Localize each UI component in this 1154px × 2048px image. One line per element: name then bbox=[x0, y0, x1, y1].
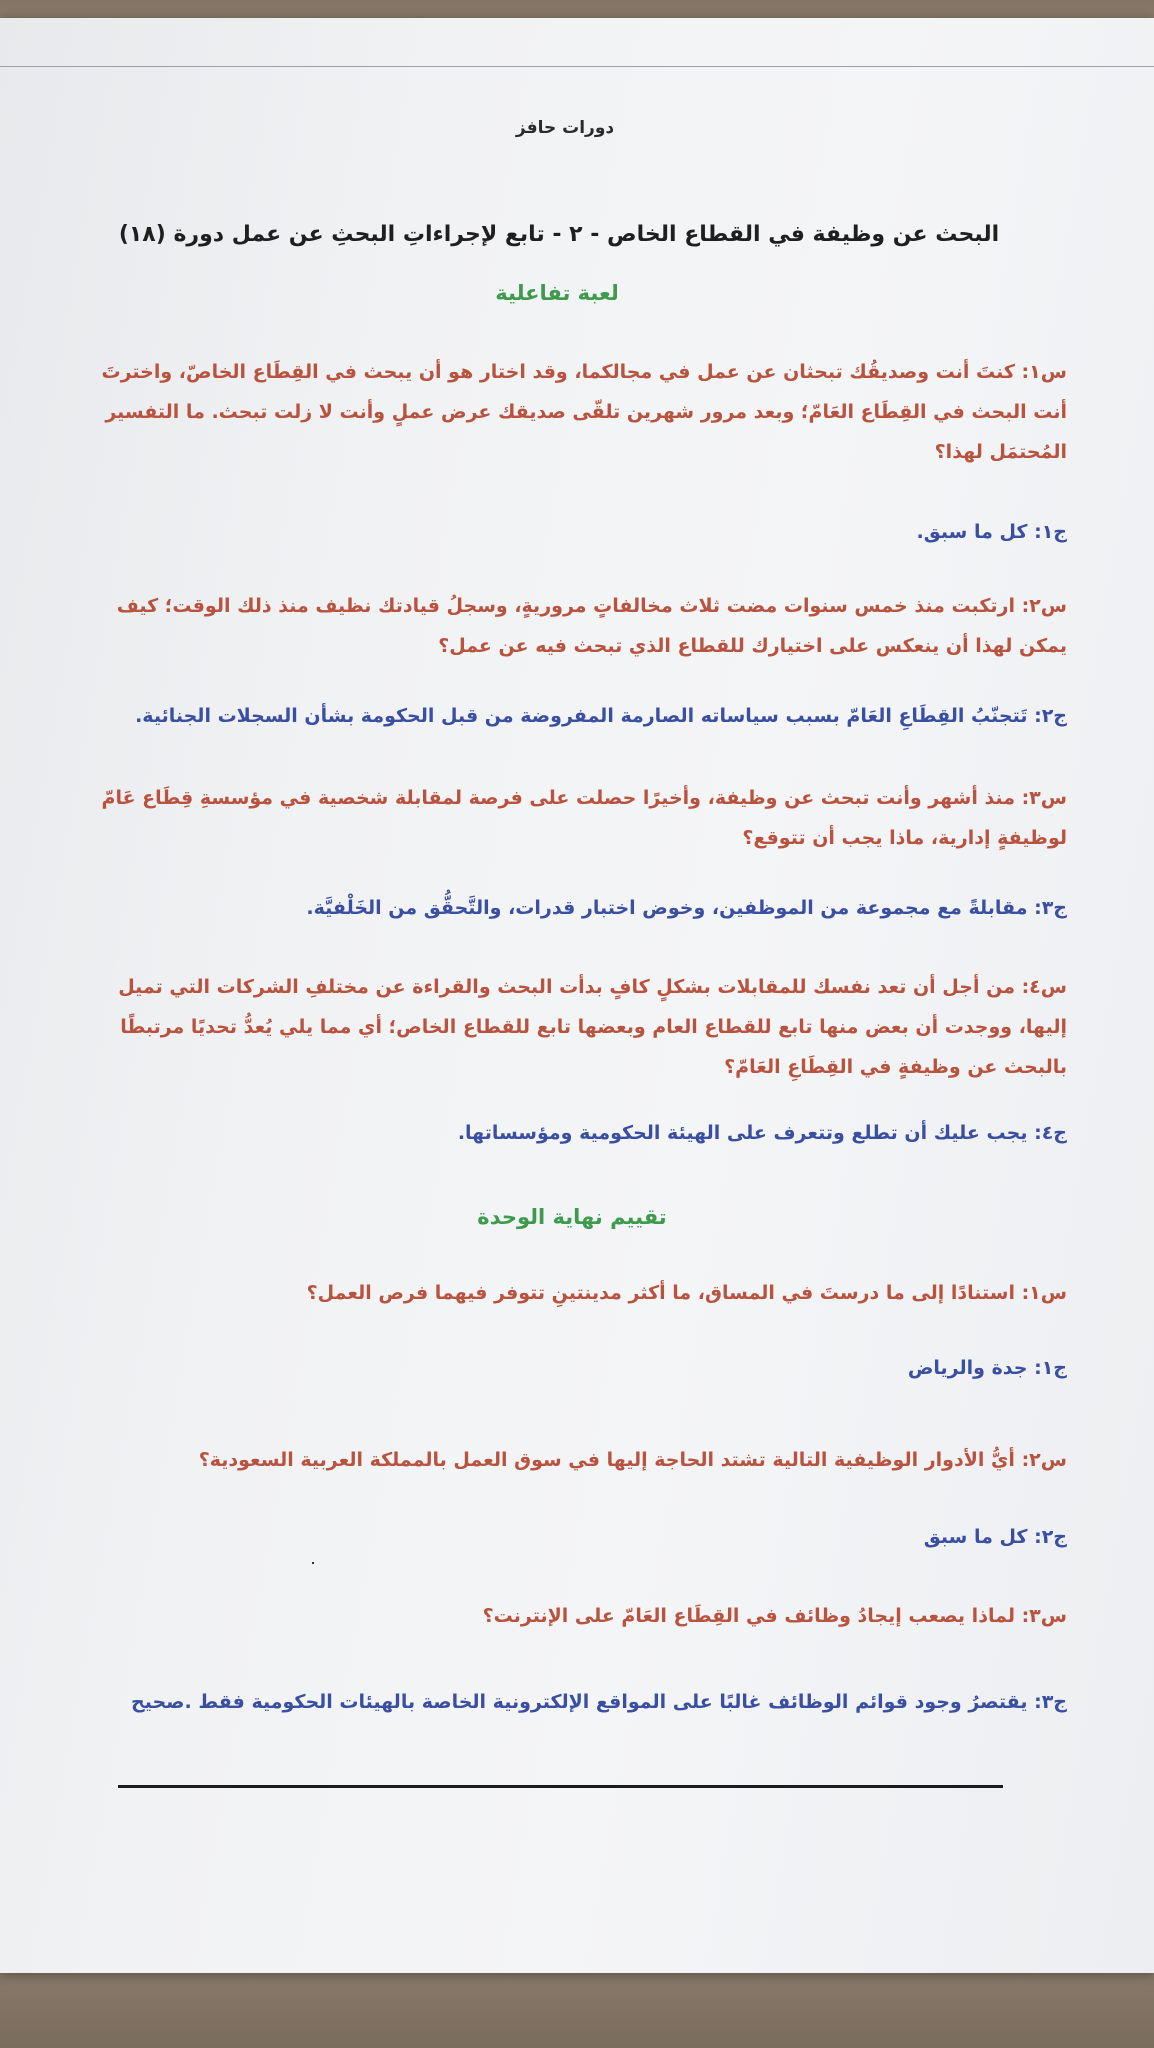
eval-question-3: س٣: لماذا يصعب إيجادُ وظائف في القِطَاع العَامّ على الإنترنت؟ bbox=[482, 1605, 1067, 1627]
document-title: البحث عن وظيفة في القطاع الخاص - ٢ - تابع لإجراءاتِ البحثِ عن عمل دورة (١٨) bbox=[118, 222, 1000, 247]
section-heading-unit-evaluation: تقييم نهاية الوحدة bbox=[477, 1205, 667, 1229]
eval-answer-1: ج١: جدة والرياض bbox=[907, 1357, 1067, 1379]
eval-answer-3: ج٣: يقتصرُ وجود قوائم الوظائف غالبًا على المواقع الإلكترونية الخاصة بالهيئات الحكومية فقط .صحيح bbox=[131, 1691, 1067, 1713]
header-rule bbox=[0, 66, 1154, 67]
answer-4: ج٤: يجب عليك أن تطلع وتتعرف على الهيئة الحكومية ومؤسساتها. bbox=[457, 1122, 1067, 1144]
section-heading-interactive: لعبة تفاعلية bbox=[495, 281, 619, 305]
question-1: س١: كنتَ أنت وصديقُك تبحثان عن عمل في مجالكما، وقد اختار هو أن يبحث في القِطَاع الخاصّ، واخترتَ أنت البحث في القِطَاع العَامّ؛ وبعد مرور شهرين تلقّى صديقك عرض عملٍ وأنت لا زلت تبحث. ما التفسير المُحتمَل لهذا؟ bbox=[101, 361, 1067, 463]
question-3: س٣: منذ أشهر وأنت تبحث عن وظيفة، وأخيرًا حصلت على فرصة لمقابلة شخصية في مؤسسةِ قِطَاع عَامّ لوظيفةٍ إدارية، ماذا يجب أن تتوقع؟ bbox=[101, 787, 1067, 849]
paper-speck bbox=[312, 1562, 314, 1564]
answer-3: ج٣: مقابلةً مع مجموعة من الموظفين، وخوض اختبار قدرات، والتَّحقُّق من الخَلْفيَّة. bbox=[306, 897, 1067, 919]
site-name: دورات حافز bbox=[515, 118, 615, 138]
question-4: س٤: من أجل أن تعد نفسك للمقابلات بشكلٍ كافٍ بدأت البحث والقراءة عن مختلفِ الشركات التي تميل إليها، ووجدت أن بعض منها تابع للقطاع العام وبعضها تابع للقطاع الخاص؛ أي مما يلي يُعدُّ تحديًا مرتبطًا بالبحث عن وظيفةٍ في القِطَاعِ العَامّ؟ bbox=[118, 976, 1067, 1078]
answer-1: ج١: كل ما سبق. bbox=[916, 521, 1067, 543]
question-2: س٢: ارتكبت منذ خمس سنوات مضت ثلاث مخالفاتٍ مروريةٍ، وسجلُ قيادتك نظيف منذ ذلك الوقت؛ كيف يمكن لهذا أن ينعكس على اختيارك للقطاع الذي تبحث فيه عن عمل؟ bbox=[116, 595, 1067, 657]
eval-answer-2: ج٢: كل ما سبق bbox=[923, 1526, 1067, 1548]
eval-question-1: س١: استنادًا إلى ما درستَ في المساق، ما أكثر مدينتينِ تتوفر فيهما فرص العمل؟ bbox=[306, 1282, 1067, 1304]
eval-question-2: س٢: أيُّ الأدوار الوظيفية التالية تشتد الحاجة إليها في سوق العمل بالمملكة العربية السعودية؟ bbox=[198, 1449, 1067, 1471]
background-carpet-bottom bbox=[0, 1960, 1154, 2048]
answer-2: ج٢: تَتجنّبُ القِطَاعِ العَامّ بسبب سياساته الصارمة المفروضة من قبل الحكومة بشأن السجلات الجنائية. bbox=[135, 705, 1067, 727]
footer-rule bbox=[118, 1785, 1003, 1788]
